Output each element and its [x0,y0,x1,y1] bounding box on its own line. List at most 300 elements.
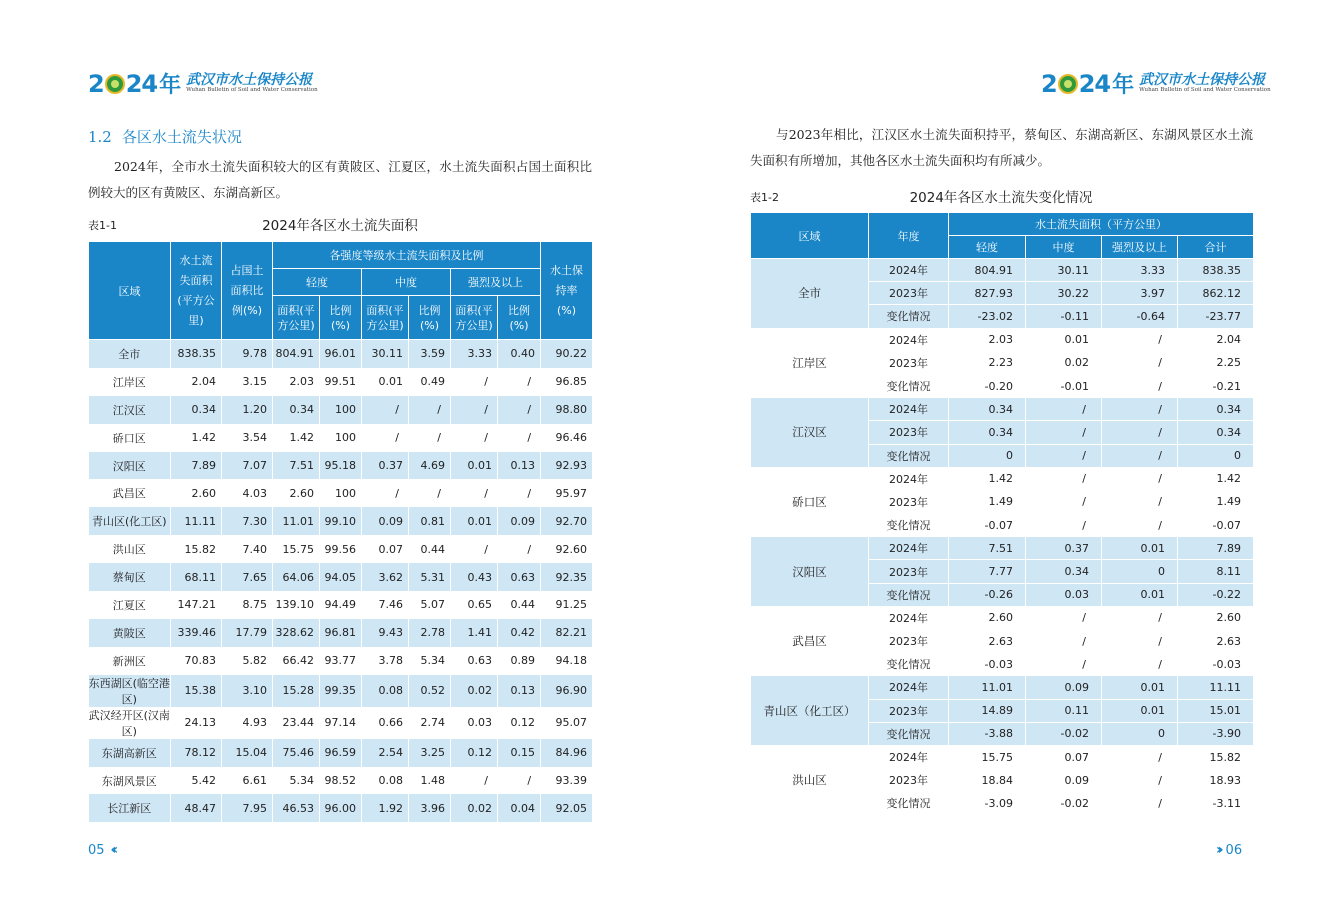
table-cell: 5.31 [409,563,451,591]
table-row [89,479,593,507]
table-cell: 7.51 [949,537,1026,560]
table-cell: 30.11 [362,340,409,368]
table-row [89,340,593,368]
table-row [89,368,593,396]
cell-region: 全市 [89,340,171,368]
logo-title-cn: 武汉市水土保持公报 [186,72,313,89]
table-cell: 1.49 [1178,490,1254,513]
col-header-region: 区域 [751,213,869,259]
table-cell: / [1102,653,1178,676]
table-cell: -0.22 [1178,583,1254,606]
table-cell: 95.97 [541,479,593,507]
table-cell: 0.42 [498,619,541,647]
table-cell: / [498,368,541,396]
table-cell: 0.07 [1026,745,1102,768]
table-cell: -0.01 [1026,374,1102,397]
table-row [89,619,593,647]
cell-year: 变化情况 [869,305,949,328]
col-header-ratio: 占国土面积比例(%) [222,242,273,340]
table-cell: / [451,767,498,795]
cell-region: 青山区（化工区） [751,676,869,746]
table-cell: 1.49 [949,490,1026,513]
table-cell: 1.48 [409,767,451,795]
table-row [89,452,593,480]
table-cell: -0.21 [1178,374,1254,397]
cell-region: 汉阳区 [751,537,869,607]
section-number: 1.2 [88,128,112,146]
cell-year: 2023年 [869,351,949,374]
table-cell: / [451,424,498,452]
table-cell: 3.10 [222,675,273,707]
table-cell: 0 [1102,560,1178,583]
table-cell: / [1102,490,1178,513]
col-header-area-group: 水土流失面积（平方公里） [949,213,1254,236]
table-cell: / [451,368,498,396]
table-cell: 18.84 [949,769,1026,792]
page-number: 06 [1225,842,1243,858]
table-cell: / [1026,444,1102,467]
table-cell: 0.04 [498,794,541,822]
table-cell: / [362,479,409,507]
col-header-retention: 水土保持率(%) [541,242,593,340]
table-cell: 90.22 [541,340,593,368]
table-cell: 2.63 [1178,630,1254,653]
cell-year: 2024年 [869,398,949,421]
col-header-severe-ratio: 比例(%) [498,296,541,340]
table-cell: -3.09 [949,792,1026,815]
table-cell: / [1026,653,1102,676]
table-cell: 0 [1178,444,1254,467]
table-cell: 1.92 [362,794,409,822]
table-cell: 2.54 [362,739,409,767]
table-cell: 95.07 [541,707,593,739]
table-cell: 11.11 [1178,676,1254,699]
table-cell: 804.91 [273,340,320,368]
table-cell: 0.52 [409,675,451,707]
table-cell: 827.93 [949,282,1026,305]
cell-region: 硚口区 [751,467,869,537]
table-cell: 23.44 [273,707,320,739]
table-cell: 17.79 [222,619,273,647]
table-cell: / [1026,421,1102,444]
table-cell: 328.62 [273,619,320,647]
table-cell: 8.11 [1178,560,1254,583]
col-header-light: 轻度 [273,269,362,296]
left-paragraph: 2024年，全市水土流失面积较大的区有黄陂区、江夏区，水土流失面积占国土面积比例较大的区有黄陂区、东湖高新区。 [88,159,592,200]
cell-year: 变化情况 [869,653,949,676]
table-row [89,707,593,739]
table-cell: / [1026,490,1102,513]
table2-label: 表1-2 [750,191,779,204]
table-cell: 7.89 [1178,537,1254,560]
table-cell: 0.08 [362,767,409,795]
table-cell: 100 [320,424,362,452]
table-cell: / [1102,328,1178,351]
table-cell: / [1102,398,1178,421]
cell-region: 江汉区 [89,396,171,424]
col-header-grade-group: 各强度等级水土流失面积及比例 [273,242,541,269]
table-cell: 0.12 [451,739,498,767]
table-cell: 48.47 [171,794,222,822]
cell-region: 青山区(化工区) [89,507,171,535]
emblem-icon [1058,74,1078,94]
table-cell: / [362,396,409,424]
table-row [751,259,1254,282]
table-cell: 147.21 [171,591,222,619]
table-cell: 91.25 [541,591,593,619]
table-cell: 92.60 [541,535,593,563]
table-cell: / [498,396,541,424]
table-cell: 0.34 [1178,421,1254,444]
cell-year: 变化情况 [869,444,949,467]
table-cell: 7.46 [362,591,409,619]
table-cell: 84.96 [541,739,593,767]
table-cell: 70.83 [171,647,222,675]
table-cell: 7.95 [222,794,273,822]
table-cell: 94.18 [541,647,593,675]
logo-year-suffix: 24 [125,69,158,98]
table-cell: 15.38 [171,675,222,707]
col-header-medium-ratio: 比例(%) [409,296,451,340]
cell-year: 2023年 [869,560,949,583]
cell-year: 2023年 [869,769,949,792]
table-cell: 0.81 [409,507,451,535]
table-cell: 2.03 [273,368,320,396]
table-cell: / [451,535,498,563]
cell-region: 汉阳区 [89,452,171,480]
table-row [89,535,593,563]
table-cell: 4.69 [409,452,451,480]
table-cell: / [409,424,451,452]
table-cell: 30.22 [1026,282,1102,305]
cell-year: 2024年 [869,676,949,699]
table-cell: 15.75 [273,535,320,563]
col-header-light-area: 面积(平方公里) [273,296,320,340]
col-header-area: 水土流失面积(平方公里) [171,242,222,340]
table-cell: 11.01 [273,507,320,535]
table-cell: 3.62 [362,563,409,591]
table-cell: 5.34 [273,767,320,795]
table-cell: 1.20 [222,396,273,424]
table-cell: 94.05 [320,563,362,591]
table-cell: 0.01 [1102,583,1178,606]
bulletin-logo [1041,68,1271,99]
table-cell: / [1102,467,1178,490]
table-cell: 7.77 [949,560,1026,583]
table-cell: 11.01 [949,676,1026,699]
table-cell: 92.70 [541,507,593,535]
table-cell: 0.89 [498,647,541,675]
cell-year: 2024年 [869,259,949,282]
cell-region: 洪山区 [89,535,171,563]
table-cell: 0.01 [1102,537,1178,560]
table-cell: 0.34 [273,396,320,424]
table-cell: / [498,479,541,507]
table-cell: -0.03 [949,653,1026,676]
table-cell: 15.75 [949,745,1026,768]
section-title: 各区水土流失状况 [121,128,242,146]
table-cell: 0.01 [1102,676,1178,699]
table-cell: / [1102,444,1178,467]
table-cell: 0.63 [451,647,498,675]
table-cell: 0.02 [451,794,498,822]
table-cell: 0.12 [498,707,541,739]
table-cell: 0.09 [498,507,541,535]
table-cell: 5.42 [171,767,222,795]
table-cell: 96.01 [320,340,362,368]
table-cell: 96.81 [320,619,362,647]
table-cell: -0.02 [1026,792,1102,815]
col-header-light: 轻度 [949,236,1026,259]
table-cell: 0.09 [1026,676,1102,699]
table-row [751,398,1254,421]
table-cell: / [409,479,451,507]
table-cell: 1.41 [451,619,498,647]
table-cell: -0.07 [1178,514,1254,537]
table-cell: 3.96 [409,794,451,822]
cell-year: 2023年 [869,421,949,444]
table-row [89,675,593,707]
table-cell: 0.13 [498,452,541,480]
page-number: 05 [88,842,105,858]
table-cell: / [1102,374,1178,397]
table-cell: 2.60 [273,479,320,507]
table-cell: 95.18 [320,452,362,480]
cell-region: 武昌区 [89,479,171,507]
cell-year: 变化情况 [869,514,949,537]
table1-label: 表1-1 [88,219,117,232]
section-heading [88,126,242,147]
table-cell: 1.42 [273,424,320,452]
table-cell: -3.90 [1178,722,1254,745]
cell-region: 硚口区 [89,424,171,452]
table-cell: 0.40 [498,340,541,368]
table-cell: 96.59 [320,739,362,767]
table-cell: 0.08 [362,675,409,707]
table-cell: 46.53 [273,794,320,822]
col-header-medium-area: 面积(平方公里) [362,296,409,340]
table-cell: / [409,396,451,424]
logo-year-char: 年 [1112,73,1134,98]
table-cell: 96.90 [541,675,593,707]
table-cell: 0.34 [1178,398,1254,421]
table-cell: 0.02 [451,675,498,707]
table-cell: 0.34 [949,421,1026,444]
table-cell: 0.03 [451,707,498,739]
table-cell: 339.46 [171,619,222,647]
table-cell: 9.78 [222,340,273,368]
table-row [751,537,1254,560]
cell-region: 武汉经开区(汉南区) [88,708,170,738]
table-cell: 94.49 [320,591,362,619]
table-cell: 0.01 [1102,699,1178,722]
table-cell: 2.03 [949,328,1026,351]
table-cell: 0.07 [362,535,409,563]
table-cell: 100 [320,479,362,507]
logo-year-prefix: 2 [88,69,104,98]
table-cell: 99.10 [320,507,362,535]
table-cell: 92.05 [541,794,593,822]
table-row [751,328,1254,351]
table-cell: 93.77 [320,647,362,675]
table-row [751,745,1254,768]
table-cell: 68.11 [171,563,222,591]
cell-year: 变化情况 [869,792,949,815]
table-cell: 2.60 [171,479,222,507]
table-cell: / [451,479,498,507]
table-cell: 0.03 [1026,583,1102,606]
table-cell: / [1102,421,1178,444]
cell-year: 变化情况 [869,722,949,745]
table-cell: 82.21 [541,619,593,647]
table-cell: 15.82 [1178,745,1254,768]
table-cell: 97.14 [320,707,362,739]
table-cell: 7.65 [222,563,273,591]
table-cell: 0.49 [409,368,451,396]
table-cell: 0.13 [498,675,541,707]
table-cell: 0.34 [1026,560,1102,583]
table-cell: 0.65 [451,591,498,619]
col-header-severe-area: 面积(平方公里) [451,296,498,340]
table-cell: 7.07 [222,452,273,480]
table-cell: 0.43 [451,563,498,591]
table-cell: 5.34 [409,647,451,675]
table-cell: -0.64 [1102,305,1178,328]
right-page [671,0,1342,917]
table-cell: -3.11 [1178,792,1254,815]
table-cell: 0.01 [1026,328,1102,351]
table-cell: 0.37 [362,452,409,480]
table-cell: 18.93 [1178,769,1254,792]
table-cell: 15.28 [273,675,320,707]
table-row [89,739,593,767]
table-cell: 64.06 [273,563,320,591]
table-cell: 0.11 [1026,699,1102,722]
table-row [89,507,593,535]
table-cell: 2.78 [409,619,451,647]
cell-year: 变化情况 [869,374,949,397]
page-number-right [1216,842,1242,858]
cell-year: 2024年 [869,606,949,629]
table-erosion-change [750,212,1254,816]
chevron-right-icon: ›› [1216,842,1220,858]
table-cell: 99.51 [320,368,362,396]
table-row [751,467,1254,490]
table-row [751,606,1254,629]
table2-body [751,259,1254,816]
cell-year: 2023年 [869,490,949,513]
table-cell: -0.02 [1026,722,1102,745]
table-cell: 99.35 [320,675,362,707]
table-erosion-area [88,241,593,822]
table-row [89,794,593,822]
table1-title: 2024年各区水土流失面积 [262,218,418,234]
table-cell: 96.46 [541,424,593,452]
page-number-left [88,842,114,858]
table-cell: -0.03 [1178,653,1254,676]
table-cell: / [1026,467,1102,490]
table-cell: 11.11 [171,507,222,535]
table-cell: 93.39 [541,767,593,795]
table-cell: 7.89 [171,452,222,480]
table-cell: 3.59 [409,340,451,368]
table-cell: / [362,424,409,452]
table-cell: -0.07 [949,514,1026,537]
table-cell: 2.63 [949,630,1026,653]
emblem-icon [105,74,125,94]
table-cell: 0.66 [362,707,409,739]
table-cell: 2.74 [409,707,451,739]
table-cell: 0.09 [362,507,409,535]
table-cell: 9.43 [362,619,409,647]
col-header-medium: 中度 [362,269,451,296]
table-cell: 0.15 [498,739,541,767]
table-cell: 3.15 [222,368,273,396]
logo-year-suffix: 24 [1078,69,1111,98]
table-cell: 1.42 [171,424,222,452]
cell-region: 江汉区 [751,398,869,468]
table-cell: 99.56 [320,535,362,563]
table-cell: 2.25 [1178,351,1254,374]
bulletin-logo [88,68,318,99]
table-cell: 2.04 [171,368,222,396]
col-header-severe: 强烈及以上 [451,269,541,296]
table-cell: 862.12 [1178,282,1254,305]
table-cell: 838.35 [171,340,222,368]
table-cell: 66.42 [273,647,320,675]
table-cell: 0.02 [1026,351,1102,374]
table2-title: 2024年各区水土流失变化情况 [909,190,1093,206]
table-cell: -3.88 [949,722,1026,745]
table-cell: 15.04 [222,739,273,767]
table-cell: 3.97 [1102,282,1178,305]
cell-region: 长江新区 [89,794,171,822]
table-cell: 1.42 [1178,467,1254,490]
table-cell: 98.52 [320,767,362,795]
cell-region: 东湖风景区 [89,767,171,795]
cell-region: 东西湖区(临空港区) [88,676,170,706]
table-cell: -0.11 [1026,305,1102,328]
table-cell: 0.01 [362,368,409,396]
table-cell: 2.04 [1178,328,1254,351]
table-cell: -23.77 [1178,305,1254,328]
table-cell: 0 [1102,722,1178,745]
table1-body [89,340,593,823]
table-cell: 139.10 [273,591,320,619]
table-cell: 0.44 [498,591,541,619]
table-cell: / [1102,745,1178,768]
cell-year: 2024年 [869,467,949,490]
table-cell: 0.44 [409,535,451,563]
table-cell: 0.09 [1026,769,1102,792]
table-cell: 7.30 [222,507,273,535]
col-header-severe: 强烈及以上 [1102,236,1178,259]
table-cell: / [1102,630,1178,653]
cell-region: 江夏区 [89,591,171,619]
table-cell: / [1102,514,1178,537]
col-header-year: 年度 [869,213,949,259]
table-cell: 0.37 [1026,537,1102,560]
table-cell: 92.35 [541,563,593,591]
table-row [89,647,593,675]
cell-region: 洪山区 [751,745,869,815]
table-row [89,424,593,452]
table-cell: / [498,535,541,563]
table-cell: / [451,396,498,424]
table-cell: 0.01 [451,507,498,535]
table-cell: 0.34 [949,398,1026,421]
table-cell: 24.13 [171,707,222,739]
